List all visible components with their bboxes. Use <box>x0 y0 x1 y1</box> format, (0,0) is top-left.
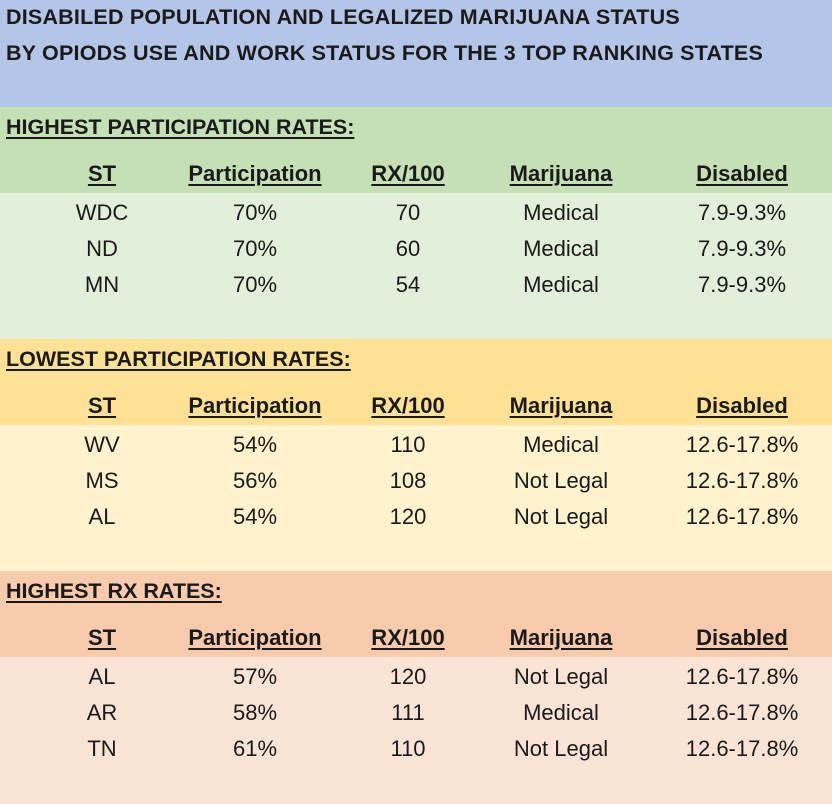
table-cell: 60 <box>395 236 421 261</box>
table-cell: 54 <box>395 272 421 297</box>
column-header-disabled: Disabled <box>696 625 788 650</box>
column-header-rx: RX/100 <box>371 625 445 650</box>
table-cell: 7.9-9.3% <box>697 200 787 225</box>
table-cell: 70 <box>395 200 421 225</box>
table-cell: WV <box>84 432 120 457</box>
column-header-rx: RX/100 <box>371 393 445 418</box>
table-cell: 61% <box>232 736 278 761</box>
table-cell: Not Legal <box>513 468 609 493</box>
table-cell: Not Legal <box>513 736 609 761</box>
column-header-marijuana: Marijuana <box>509 393 613 418</box>
section-title: HIGHEST RX RATES: <box>6 579 222 603</box>
table-cell: ND <box>86 236 118 261</box>
table-cell: 70% <box>232 200 278 225</box>
column-header-st: ST <box>87 625 117 650</box>
table-cell: Medical <box>523 272 599 297</box>
column-header-participation: Participation <box>188 625 322 650</box>
table-cell: 12.6-17.8% <box>685 664 799 689</box>
section-header <box>0 571 832 657</box>
table-cell: 54% <box>232 432 278 457</box>
table-cell: MN <box>84 272 120 297</box>
table-cell: 58% <box>232 700 278 725</box>
table-cell: 110 <box>390 736 426 761</box>
section-highest-participation <box>0 107 832 339</box>
column-header-disabled: Disabled <box>696 393 788 418</box>
table-cell: Medical <box>523 200 599 225</box>
column-header-disabled: Disabled <box>696 161 788 186</box>
table-cell: 70% <box>232 272 278 297</box>
column-header-st: ST <box>87 161 117 186</box>
section-title: HIGHEST PARTICIPATION RATES: <box>6 115 355 139</box>
table-cell: 57% <box>232 664 278 689</box>
table-cell: TN <box>87 736 117 761</box>
table-cell: AL <box>88 664 116 689</box>
table-cell: 108 <box>389 468 427 493</box>
column-header-participation: Participation <box>188 393 322 418</box>
table-cell: 12.6-17.8% <box>685 736 799 761</box>
column-header-participation: Participation <box>188 161 322 186</box>
title-line-1: DISABILED POPULATION AND LEGALIZED MARIJUANA STATUS <box>6 5 680 29</box>
table-cell: 111 <box>391 700 425 725</box>
section-header <box>0 107 832 193</box>
table-cell: Medical <box>523 236 599 261</box>
table-cell: 110 <box>390 432 426 457</box>
table-cell: Medical <box>523 432 599 457</box>
table-cell: Not Legal <box>513 664 609 689</box>
table-cell: WDC <box>75 200 129 225</box>
section-header <box>0 339 832 425</box>
table-cell: 12.6-17.8% <box>685 432 799 457</box>
table-cell: Medical <box>523 700 599 725</box>
table-cell: 54% <box>232 504 278 529</box>
title-line-2: BY OPIODS USE AND WORK STATUS FOR THE 3 TOP RANKING STATES <box>6 41 763 65</box>
table-cell: 120 <box>389 504 427 529</box>
table-cell: Not Legal <box>513 504 609 529</box>
table-cell: AL <box>88 504 116 529</box>
table-cell: 12.6-17.8% <box>685 468 799 493</box>
section-title: LOWEST PARTICIPATION RATES: <box>6 347 351 371</box>
column-header-rx: RX/100 <box>371 161 445 186</box>
table-cell: 120 <box>389 664 427 689</box>
section-lowest-participation <box>0 339 832 571</box>
table-cell: 7.9-9.3% <box>697 272 787 297</box>
table-cell: 56% <box>232 468 278 493</box>
table-cell: 12.6-17.8% <box>685 504 799 529</box>
section-highest-rx <box>0 571 832 804</box>
table-cell: MS <box>85 468 119 493</box>
table-cell: 12.6-17.8% <box>685 700 799 725</box>
column-header-marijuana: Marijuana <box>509 625 613 650</box>
table-cell: 70% <box>232 236 278 261</box>
column-header-st: ST <box>87 393 117 418</box>
column-header-marijuana: Marijuana <box>509 161 613 186</box>
table-cell: 7.9-9.3% <box>697 236 787 261</box>
title-band <box>0 0 832 107</box>
table-cell: AR <box>86 700 118 725</box>
